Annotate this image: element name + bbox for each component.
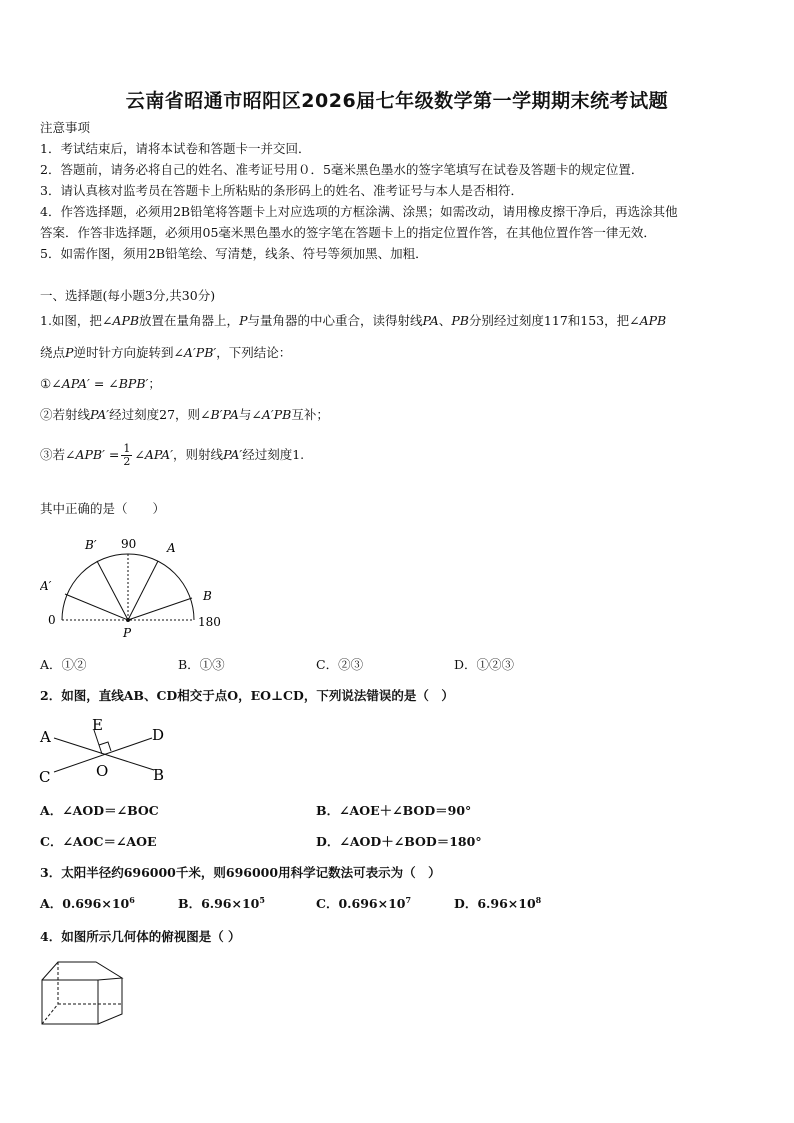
label-O: O (96, 762, 109, 780)
protractor-figure (40, 534, 240, 642)
label-B: B (153, 766, 165, 784)
fraction-half: $\frac{1}{2}$ (123, 442, 131, 468)
notice-item-2: 2．答题前，请务必将自己的姓名、准考证号用０．5毫米黑色墨水的签字笔填写在试卷及答题卡的规定位置． (40, 162, 644, 177)
q1-option-a[interactable]: A．①② (40, 657, 87, 672)
q2-option-a[interactable]: A．∠AOD＝∠BOC (40, 803, 159, 818)
q1-option-c[interactable]: C．②③ (316, 657, 364, 672)
q3-option-b[interactable]: B．$6.96\times 10^5$ (178, 894, 265, 911)
q2-text: 2．如图，直线AB、CD相交于点O，EO⊥CD，下列说法错误的是（ ） (40, 688, 454, 703)
label-C: C (39, 768, 51, 786)
q1-conclusion-1: ①∠APA′ = ∠BPB′； (40, 376, 161, 391)
point-P (126, 618, 130, 622)
label-A-prime: A′ (40, 579, 52, 593)
label-180: 180 (198, 615, 221, 629)
notice-item-4-cont: 答案．作答非选择题，必须用05毫米黑色墨水的签字笔在答题卡上的指定位置作答，在其他位置作答一律无效． (40, 225, 656, 240)
notice-item-4: 4．作答选择题，必须用2B铅笔将答题卡上对应选项的方框涂满、涂黑；如需改动，请用橡皮擦干净后，再选涂其他 (40, 204, 678, 219)
q1-option-b[interactable]: B．①③ (178, 657, 225, 672)
notice-item-5: 5．如需作图，须用2B铅笔绘、写清楚，线条、符号等须加黑、加粗． (40, 246, 428, 261)
right-face (98, 978, 122, 1024)
solid-figure (38, 956, 128, 1028)
q3-option-d[interactable]: D．$6.96\times 10^8$ (454, 894, 542, 911)
notice-heading: 注意事项 (40, 120, 91, 135)
notice-item-1: 1．考试结束后，请将本试卷和答题卡一并交回． (40, 141, 311, 156)
top-edge-hidden (74, 962, 96, 980)
label-D: D (152, 726, 165, 744)
q2-option-c[interactable]: C．∠AOC＝∠AOE (40, 834, 157, 849)
q1-conclusion-2: ②若射线PA′经过刻度27，则∠B′PA与∠A′PB互补； (40, 407, 329, 422)
q1-line-2: 绕点P逆时针方向旋转到∠A′PB′，下列结论： (40, 345, 292, 360)
q2-option-d[interactable]: D．∠AOD＋∠BOD＝180° (316, 834, 482, 849)
q1-ask: 其中正确的是（ ） (40, 501, 166, 516)
section-heading: 一、选择题(每小题3分,共30分) (40, 288, 216, 303)
q4-text: 4．如图所示几何体的俯视图是（ ） (40, 929, 241, 944)
front-face (42, 980, 98, 1024)
ray-PA-prime (65, 594, 128, 620)
q1-line-1: 1.如图，把∠APB放置在量角器上，P与量角器的中心重合，读得射线PA、PB分别经过刻度117和153，把∠APB (40, 313, 667, 328)
q1-conclusion-3: ③若∠APB′ = $\frac{1}{2}$ ∠APA′，则射线PA′经过刻度1. (40, 442, 305, 468)
q1-option-d[interactable]: D．①②③ (454, 657, 515, 672)
label-0: 0 (48, 613, 56, 627)
q3-option-a[interactable]: A．$0.696\times 10^6$ (40, 894, 135, 911)
q3-option-c[interactable]: C．$0.696\times 10^7$ (316, 894, 412, 911)
label-E: E (92, 716, 103, 734)
intersecting-lines-figure (38, 714, 178, 786)
ray-PB-prime (97, 561, 128, 620)
label-A: A (167, 541, 176, 555)
notice-item-3: 3．请认真核对监考员在答题卡上所粘贴的条形码上的姓名、准考证号与本人是否相符． (40, 183, 523, 198)
q2-option-b[interactable]: B．∠AOE＋∠BOD＝90° (316, 803, 472, 818)
label-B: B (203, 589, 212, 603)
hidden-edge-diagonal (42, 1004, 58, 1024)
top-face (42, 962, 122, 980)
label-90: 90 (121, 537, 137, 551)
label-B-prime: B′ (85, 538, 97, 552)
page-title: 云南省昭通市昭阳区2026届七年级数学第一学期期末统考试题 (125, 90, 669, 112)
q3-text: 3．太阳半径约696000千米，则696000用科学记数法可表示为（ ） (40, 865, 441, 880)
label-P: P (123, 626, 132, 640)
label-A: A (40, 728, 51, 746)
